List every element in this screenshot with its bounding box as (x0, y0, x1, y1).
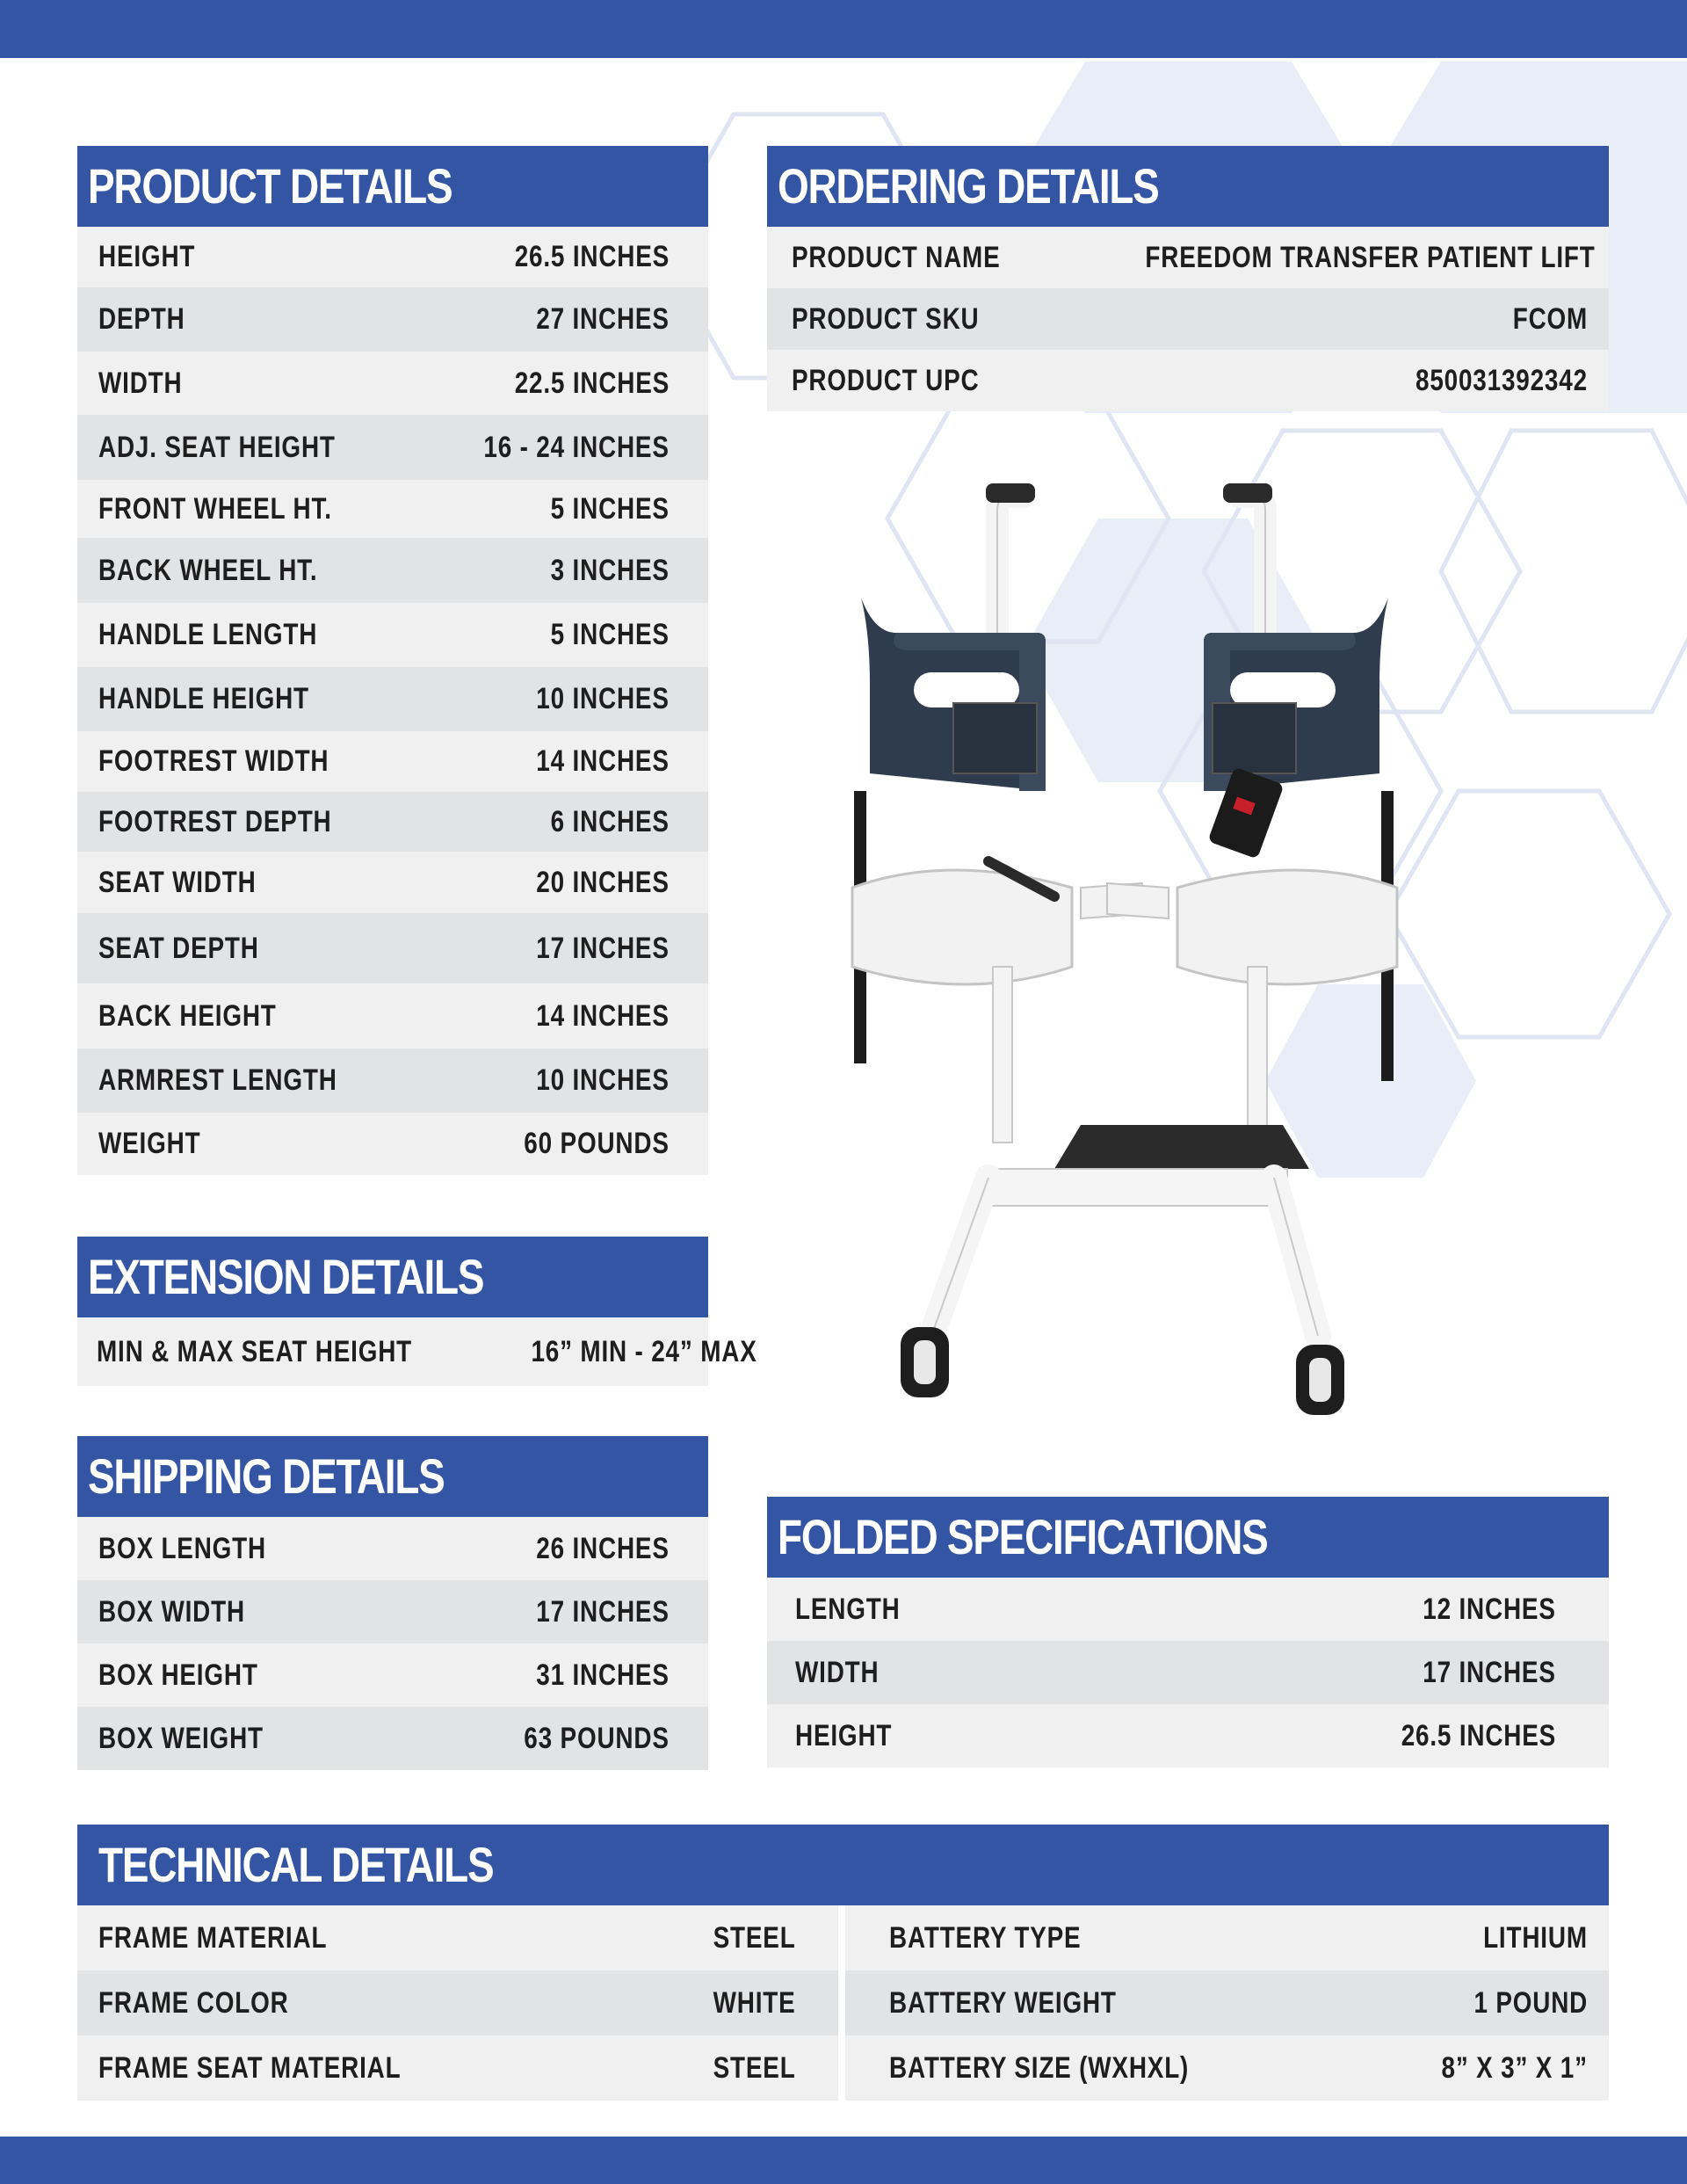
technical-details-heading: TECHNICAL DETAILS (77, 1825, 1609, 1905)
table-row (77, 1970, 838, 2035)
row-label: PRODUCT NAME (792, 240, 1001, 274)
table-row (77, 227, 708, 287)
row-value: WHITE (713, 1985, 796, 2020)
table-row (77, 1048, 708, 1113)
table-row (845, 1970, 1609, 2035)
row-label: DEPTH (98, 302, 185, 336)
row-value: 14 INCHES (536, 998, 670, 1033)
row-label: FOOTREST WIDTH (98, 744, 329, 778)
ordering-details-heading: ORDERING DETAILS (767, 146, 1609, 227)
product-details-heading: PRODUCT DETAILS (77, 146, 708, 227)
table-row (77, 538, 708, 603)
row-value: LITHIUM (1483, 1920, 1588, 1955)
row-label: PRODUCT UPC (792, 363, 980, 397)
table-row (77, 792, 708, 852)
row-label: FRAME COLOR (98, 1985, 289, 2020)
table-row (77, 1113, 708, 1175)
row-label: WEIGHT (98, 1127, 201, 1160)
table-row (767, 350, 1609, 411)
row-label: FRONT WHEEL HT. (98, 491, 332, 526)
table-row (767, 1578, 1609, 1641)
row-label: HANDLE LENGTH (98, 618, 318, 651)
row-value: 20 INCHES (536, 865, 670, 899)
table-row (845, 1905, 1609, 1970)
row-label: PRODUCT SKU (792, 301, 980, 336)
extension-details-panel (77, 1237, 757, 1386)
technical-details-frame-table (77, 1905, 838, 2101)
row-value: 17 INCHES (536, 1594, 670, 1629)
table-row (767, 227, 1609, 288)
table-row (77, 1643, 708, 1707)
table-row (77, 667, 708, 731)
row-label: BOX HEIGHT (98, 1658, 258, 1692)
product-details-panel (77, 146, 708, 1175)
row-value: 850031392342 (1415, 363, 1588, 397)
row-value: FREEDOM TRANSFER PATIENT LIFT (1145, 240, 1596, 274)
row-value: 26.5 INCHES (514, 240, 670, 273)
row-value: STEEL (713, 2050, 796, 2085)
row-value: 26.5 INCHES (1401, 1718, 1556, 1752)
row-label: WIDTH (98, 366, 183, 400)
row-label: BATTERY TYPE (889, 1920, 1082, 1955)
row-value: 27 INCHES (536, 302, 670, 336)
shipping-details-heading: SHIPPING DETAILS (77, 1436, 708, 1517)
row-label: BACK WHEEL HT. (98, 553, 318, 587)
row-label: WIDTH (795, 1655, 880, 1689)
table-row (77, 415, 708, 480)
table-row (77, 913, 708, 983)
row-label: HEIGHT (98, 240, 196, 273)
product-details-table (77, 227, 708, 1175)
table-row (77, 2035, 838, 2101)
table-row (77, 603, 708, 667)
row-label: MIN & MAX SEAT HEIGHT (97, 1334, 413, 1368)
row-label: BATTERY WEIGHT (889, 1985, 1117, 2020)
row-value: 60 POUNDS (524, 1127, 670, 1160)
folded-specifications-heading: FOLDED SPECIFICATIONS (767, 1497, 1609, 1578)
table-row (77, 1517, 708, 1580)
row-value: 14 INCHES (536, 744, 670, 778)
bottom-banner (0, 2137, 1687, 2184)
row-value: STEEL (713, 1920, 796, 1955)
row-label: BOX LENGTH (98, 1531, 266, 1565)
table-row (77, 287, 708, 352)
row-value: 17 INCHES (1423, 1655, 1556, 1689)
row-value: 31 INCHES (536, 1658, 670, 1692)
row-value: 17 INCHES (536, 931, 670, 965)
row-value: 26 INCHES (536, 1531, 670, 1565)
shipping-details-panel (77, 1436, 708, 1770)
row-value: 1 POUND (1473, 1985, 1588, 2020)
patient-lift-product-image (791, 475, 1459, 1441)
extension-details-table (77, 1317, 757, 1386)
row-label: HANDLE HEIGHT (98, 682, 309, 715)
table-row (77, 731, 708, 792)
row-label: BOX WIDTH (98, 1594, 245, 1629)
row-label: FRAME SEAT MATERIAL (98, 2050, 402, 2085)
row-label: BATTERY SIZE (WXHXL) (889, 2050, 1190, 2085)
row-label: LENGTH (795, 1592, 901, 1626)
extension-details-heading: EXTENSION DETAILS (77, 1237, 708, 1317)
table-row (77, 852, 708, 913)
row-label: BACK HEIGHT (98, 998, 277, 1033)
row-value: 63 POUNDS (524, 1721, 670, 1755)
row-label: SEAT DEPTH (98, 931, 259, 965)
shipping-details-table (77, 1517, 708, 1770)
technical-details-panel (77, 1825, 1609, 2101)
table-row (77, 983, 708, 1048)
folded-specifications-table (767, 1578, 1609, 1767)
row-value: 16 - 24 INCHES (483, 430, 670, 464)
row-label: BOX WEIGHT (98, 1721, 264, 1755)
row-label: FRAME MATERIAL (98, 1920, 328, 1955)
row-label: SEAT WIDTH (98, 865, 257, 899)
row-label: ADJ. SEAT HEIGHT (98, 430, 336, 464)
table-row (767, 288, 1609, 350)
row-value: 22.5 INCHES (514, 366, 670, 400)
table-row (77, 1905, 838, 1970)
row-label: ARMREST LENGTH (98, 1063, 337, 1097)
table-row (767, 1704, 1609, 1767)
ordering-details-panel (767, 146, 1609, 411)
row-value: 5 INCHES (550, 618, 670, 651)
table-row (77, 1580, 708, 1643)
table-row (77, 1317, 757, 1386)
row-value: 6 INCHES (550, 804, 670, 838)
row-value: 8” X 3” X 1” (1441, 2050, 1588, 2085)
table-row (767, 1641, 1609, 1704)
table-row (77, 1707, 708, 1770)
row-value: FCOM (1512, 301, 1588, 336)
row-value: 10 INCHES (536, 1063, 670, 1097)
table-row (77, 480, 708, 538)
row-label: HEIGHT (795, 1718, 893, 1752)
row-value: 3 INCHES (550, 553, 670, 587)
ordering-details-table (767, 227, 1609, 411)
row-label: FOOTREST DEPTH (98, 804, 332, 838)
row-value: 10 INCHES (536, 682, 670, 715)
row-value: 16” MIN - 24” MAX (531, 1334, 757, 1368)
row-value: 5 INCHES (550, 491, 670, 526)
folded-specifications-panel (767, 1497, 1609, 1767)
table-row (77, 352, 708, 415)
technical-details-battery-table (845, 1905, 1609, 2101)
table-row (845, 2035, 1609, 2101)
row-value: 12 INCHES (1423, 1592, 1556, 1626)
